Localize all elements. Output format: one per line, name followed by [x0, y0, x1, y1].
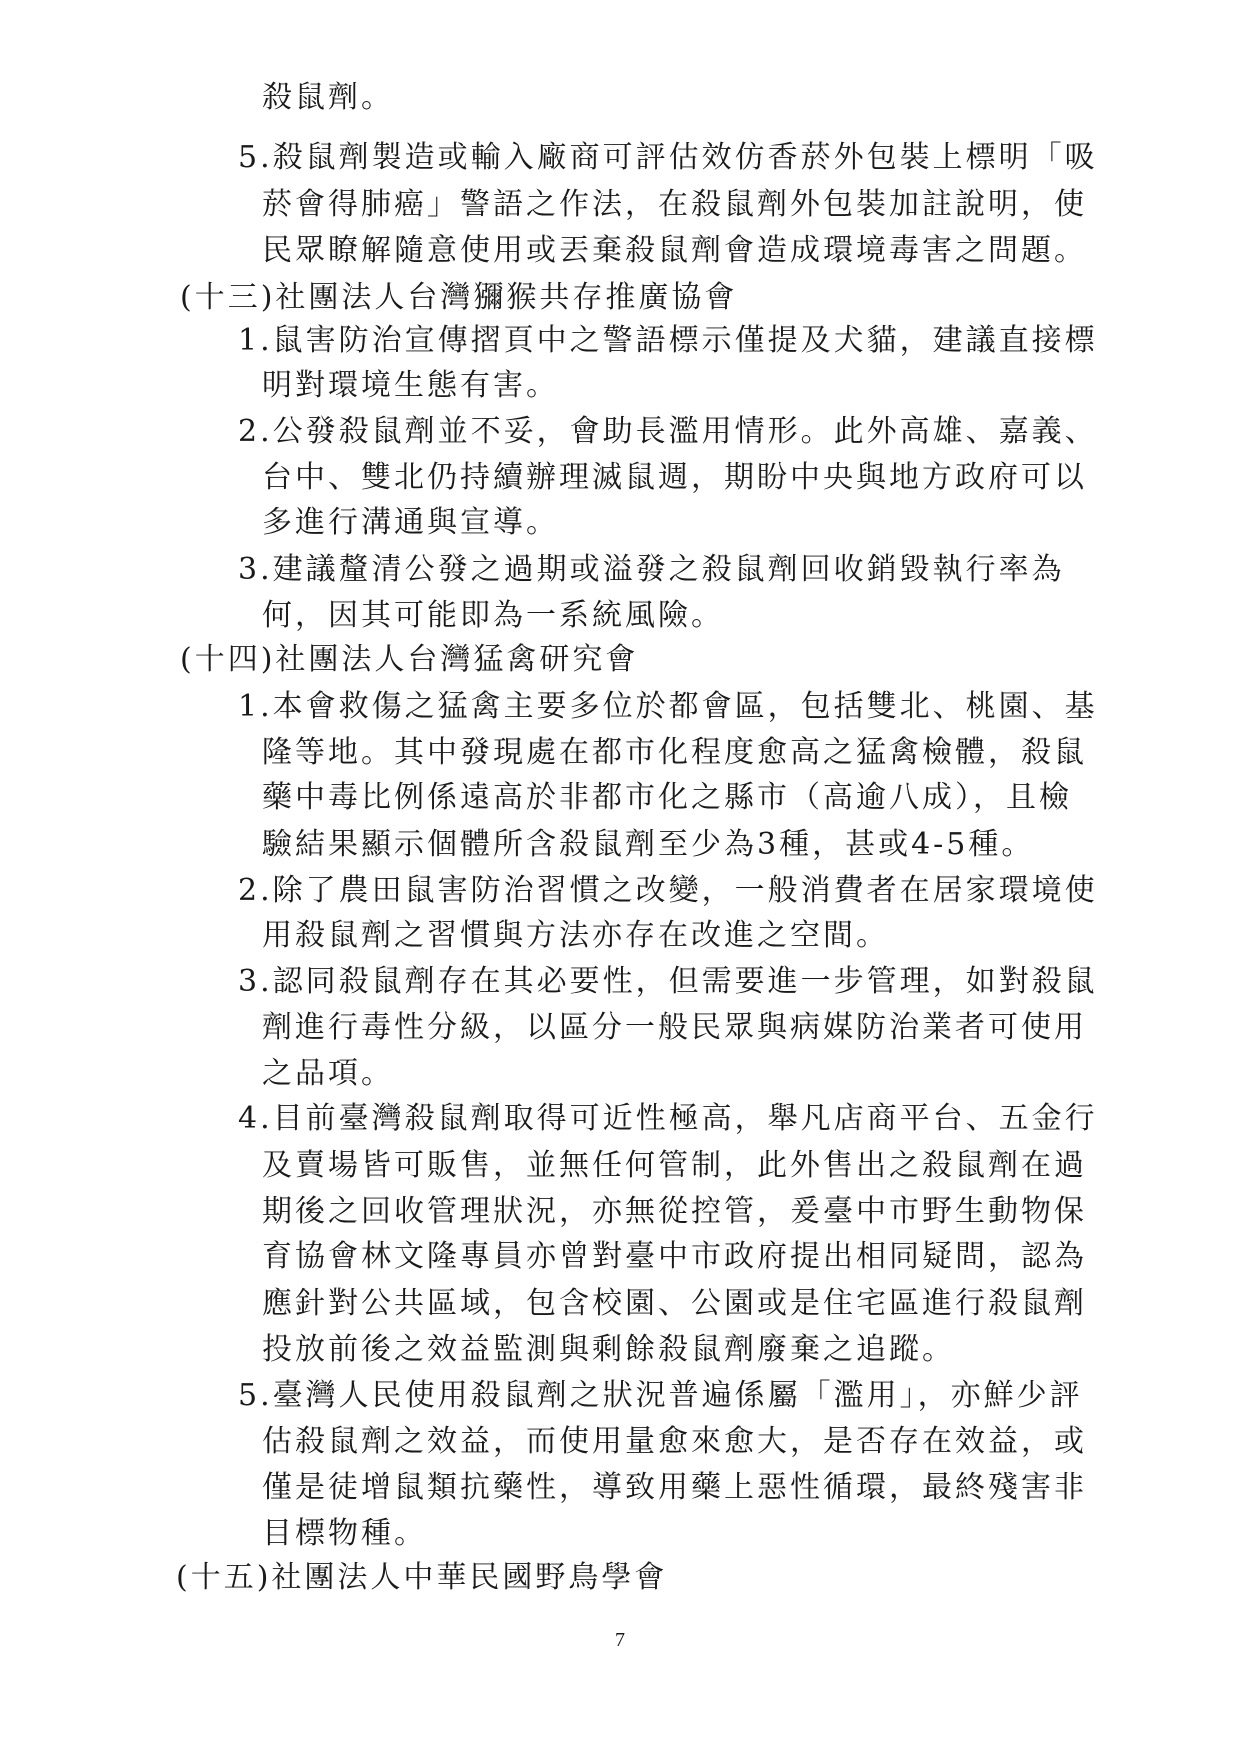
list-item-5-line: 5.殺鼠劑製造或輸入廠商可評估效仿香菸外包裝上標明「吸 [238, 140, 1098, 175]
text-line: 期後之回收管理狀況，亦無從控管，爰臺中市野生動物保 [262, 1194, 1087, 1229]
text-line: 投放前後之效益監測與剩餘殺鼠劑廢棄之追蹤。 [262, 1332, 955, 1367]
text-line: 育協會林文隆專員亦曾對臺中市政府提出相同疑問，認為 [262, 1239, 1087, 1274]
text-line: 僅是徒增鼠類抗藥性，導致用藥上惡性循環，最終殘害非 [262, 1470, 1087, 1505]
text-line: 殺鼠劑。 [262, 80, 394, 115]
text-line: 劑進行毒性分級，以區分一般民眾與病媒防治業者可使用 [262, 1010, 1087, 1045]
section-heading-13: (十三)社團法人台灣獼猴共存推廣協會 [180, 280, 738, 315]
section-heading-15: (十五)社團法人中華民國野鳥學會 [176, 1560, 668, 1595]
text-line: 及賣場皆可販售，並無任何管制，此外售出之殺鼠劑在過 [262, 1148, 1087, 1183]
section-heading-14: (十四)社團法人台灣猛禽研究會 [180, 642, 639, 677]
list-item-4-line: 4.目前臺灣殺鼠劑取得可近性極高，舉凡店商平台、五金行 [238, 1101, 1098, 1136]
text-line: 之品項。 [262, 1056, 394, 1091]
text-line: 估殺鼠劑之效益，而使用量愈來愈大，是否存在效益，或 [262, 1424, 1087, 1459]
list-item-1-line: 1.鼠害防治宣傳摺頁中之警語標示僅提及犬貓，建議直接標 [238, 323, 1098, 358]
text-line: 菸會得肺癌」警語之作法，在殺鼠劑外包裝加註說明，使 [262, 187, 1087, 222]
list-item-3-line: 3.認同殺鼠劑存在其必要性，但需要進一步管理，如對殺鼠 [238, 964, 1098, 999]
text-line: 多進行溝通與宣導。 [262, 505, 559, 540]
text-line: 藥中毒比例係遠高於非都市化之縣市（高逾八成），且檢 [262, 780, 1072, 815]
text-line: 明對環境生態有害。 [262, 368, 559, 403]
list-item-2-line: 2.除了農田鼠害防治習慣之改變，一般消費者在居家環境使 [238, 873, 1098, 908]
text-line: 驗結果顯示個體所含殺鼠劑至少為3種，甚或4-5種。 [262, 827, 1035, 862]
page-number: 7 [615, 1629, 625, 1651]
list-item-1-line: 1.本會救傷之猛禽主要多位於都會區，包括雙北、桃園、基 [238, 689, 1098, 724]
list-item-2-line: 2.公發殺鼠劑並不妥，會助長濫用情形。此外高雄、嘉義、 [238, 414, 1098, 449]
text-line: 台中、雙北仍持續辦理滅鼠週，期盼中央與地方政府可以 [262, 460, 1087, 495]
list-item-3-line: 3.建議釐清公發之過期或溢發之殺鼠劑回收銷毀執行率為 [238, 552, 1065, 587]
text-line: 隆等地。其中發現處在都市化程度愈高之猛禽檢體，殺鼠 [262, 735, 1087, 770]
text-line: 民眾瞭解隨意使用或丟棄殺鼠劑會造成環境毒害之問題。 [262, 233, 1087, 268]
text-line: 用殺鼠劑之習慣與方法亦存在改進之空間。 [262, 918, 889, 953]
text-line: 應針對公共區域，包含校園、公園或是住宅區進行殺鼠劑 [262, 1286, 1087, 1321]
text-line: 何，因其可能即為一系統風險。 [262, 598, 724, 633]
list-item-5-line: 5.臺灣人民使用殺鼠劑之狀況普遍係屬「濫用」，亦鮮少評 [238, 1378, 1083, 1413]
text-line: 目標物種。 [262, 1516, 427, 1551]
